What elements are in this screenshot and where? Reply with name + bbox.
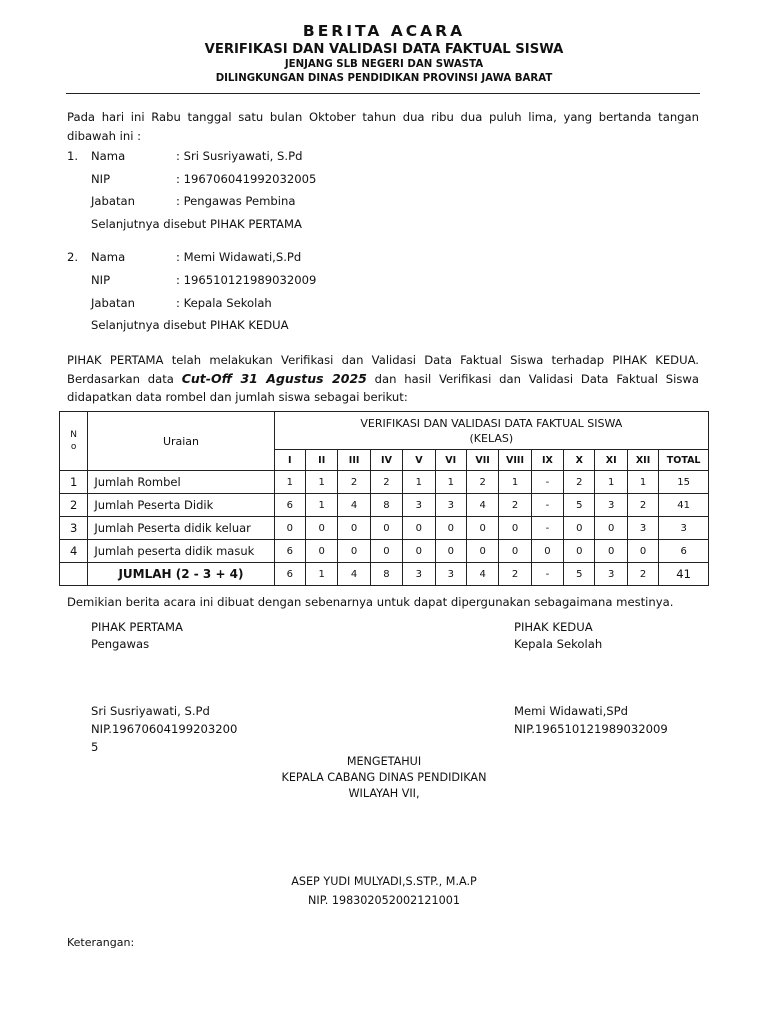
group-header-title: VERIFIKASI DAN VALIDASI DATA FAKTUAL SISWA — [360, 416, 623, 430]
class-column-header: VI — [435, 450, 466, 471]
sign-right-position: Kepala Sekolah — [514, 637, 603, 651]
acknowledge-nip: NIP. 198302052002121001 — [308, 894, 460, 907]
table-cell: 0 — [403, 517, 435, 540]
table-cell: 3 — [403, 494, 435, 517]
total-row-number — [60, 563, 88, 586]
table-cell: 2 — [499, 494, 531, 517]
party1-name-value: : Sri Susriyawati, S.Pd — [176, 149, 303, 163]
table-cell: 3 — [627, 517, 658, 540]
total-cell: 4 — [338, 563, 370, 586]
body-line-2 — [67, 370, 699, 389]
table-cell: 0 — [338, 517, 370, 540]
party1-alias: Selanjutnya disebut PIHAK PERTAMA — [91, 217, 302, 231]
party2-jabatan-value: : Kepala Sekolah — [176, 296, 272, 310]
table-cell: 0 — [627, 540, 658, 563]
document-level: JENJANG SLB NEGERI DAN SWASTA — [284, 59, 484, 70]
no-header-1: N — [70, 430, 78, 440]
closing-statement: Demikian berita acara ini dibuat dengan sebenarnya untuk dapat dipergunakan sebagaimana mestinya. — [67, 595, 674, 609]
sign-left-nip: NIP.19670604199203200 — [91, 722, 238, 736]
table-cell: 0 — [564, 540, 595, 563]
row-number: 4 — [60, 540, 88, 563]
no-header — [60, 412, 88, 471]
total-row — [60, 563, 709, 586]
table-cell: 3 — [659, 517, 709, 540]
intro-line-2: dibawah ini : — [67, 128, 142, 143]
sign-left-name: Sri Susriyawati, S.Pd — [91, 704, 210, 718]
table-cell: 0 — [466, 540, 498, 563]
class-column-header: TOTAL — [659, 450, 709, 471]
row-uraian: Jumlah Peserta Didik — [88, 494, 274, 517]
party2-name-value: : Memi Widawati,S.Pd — [176, 250, 302, 264]
cutoff-date-emphasis: Cut-Off 31 Agustus 2025 — [181, 370, 367, 386]
class-column-header: XII — [627, 450, 658, 471]
class-column-header: I — [274, 450, 305, 471]
table-cell: 6 — [274, 494, 305, 517]
row-number: 2 — [60, 494, 88, 517]
total-cell: 3 — [435, 563, 466, 586]
body-line-1: PIHAK PERTAMA telah melakukan Verifikasi dan Validasi Data Faktual Siswa terhadap PIHAK KEDUA. — [67, 353, 699, 367]
party1-nip-label: NIP — [91, 172, 111, 186]
table-cell: 2 — [338, 471, 370, 494]
no-header-2: o — [70, 442, 77, 452]
class-column-header: IV — [370, 450, 402, 471]
table-cell: 5 — [564, 494, 595, 517]
body-line-3: didapatkan data rombel dan jumlah siswa sebagai berikut: — [67, 390, 408, 404]
group-header-kelas: (KELAS) — [469, 431, 514, 445]
acknowledge-region: WILAYAH VII, — [348, 787, 420, 800]
table-cell: - — [531, 517, 563, 540]
table-cell: 0 — [499, 517, 531, 540]
table-cell: - — [531, 471, 563, 494]
group-header — [274, 412, 708, 450]
table-cell: 2 — [564, 471, 595, 494]
table-body — [60, 471, 709, 586]
class-column-header: III — [338, 450, 370, 471]
table-cell: 0 — [403, 540, 435, 563]
party2-nip-label: NIP — [91, 273, 111, 287]
table-cell: 0 — [466, 517, 498, 540]
total-cell: 4 — [466, 563, 498, 586]
table-cell: 15 — [659, 471, 709, 494]
sign-right-role: PIHAK KEDUA — [514, 620, 593, 634]
sign-left-nip-wrap: 5 — [91, 740, 99, 754]
acknowledge-office: KEPALA CABANG DINAS PENDIDIKAN — [281, 771, 487, 784]
body-line-2-pre: Berdasarkan data — [67, 371, 182, 386]
document-subtitle: VERIFIKASI DAN VALIDASI DATA FAKTUAL SISWA — [204, 42, 564, 57]
sign-left-role: PIHAK PERTAMA — [91, 620, 183, 634]
total-cell: 5 — [564, 563, 595, 586]
acknowledge-heading: MENGETAHUI — [346, 755, 422, 768]
table-cell: 1 — [499, 471, 531, 494]
party1-jabatan-label: Jabatan — [91, 194, 135, 208]
total-cell: 3 — [595, 563, 627, 586]
table-cell: 0 — [564, 517, 595, 540]
uraian-header: Uraian — [88, 412, 274, 471]
table-cell: 1 — [435, 471, 466, 494]
total-cell: 8 — [370, 563, 402, 586]
table-cell: 1 — [306, 494, 338, 517]
table-cell: 4 — [338, 494, 370, 517]
party2-number: 2. — [67, 250, 79, 264]
total-cell: 3 — [403, 563, 435, 586]
intro-line-1: Pada hari ini Rabu tanggal satu bulan Oktober tahun dua ribu dua puluh lima, yang bertanda tangan — [67, 110, 699, 124]
total-row-label: JUMLAH (2 - 3 + 4) — [88, 563, 274, 586]
party1-number: 1. — [67, 149, 79, 163]
table-cell: 8 — [370, 494, 402, 517]
table-cell: 1 — [627, 471, 658, 494]
table-cell: 0 — [274, 517, 305, 540]
table-cell: 2 — [466, 471, 498, 494]
table-cell: 6 — [659, 540, 709, 563]
sign-left-position: Pengawas — [91, 637, 150, 651]
table-cell: - — [531, 494, 563, 517]
row-number: 1 — [60, 471, 88, 494]
party1-name-label: Nama — [91, 149, 126, 163]
document-title: BERITA ACARA — [302, 22, 466, 40]
table-row — [60, 540, 709, 563]
intro-paragraph — [67, 108, 699, 145]
table-cell: 1 — [595, 471, 627, 494]
class-column-header: V — [403, 450, 435, 471]
table-cell: 0 — [435, 540, 466, 563]
verification-table — [59, 411, 709, 586]
class-column-header: VIII — [499, 450, 531, 471]
table-cell: 0 — [370, 540, 402, 563]
class-column-header: II — [306, 450, 338, 471]
sign-right-name: Memi Widawati,SPd — [514, 704, 628, 718]
row-number: 3 — [60, 517, 88, 540]
party2-name-label: Nama — [91, 250, 126, 264]
party2-nip-value: : 196510121989032009 — [176, 273, 317, 287]
table-cell: 1 — [274, 471, 305, 494]
table-cell: 0 — [306, 540, 338, 563]
row-uraian: Jumlah Peserta didik keluar — [88, 517, 274, 540]
table-cell: 2 — [370, 471, 402, 494]
table-cell: 0 — [338, 540, 370, 563]
table-cell: 1 — [403, 471, 435, 494]
sign-right-nip: NIP.196510121989032009 — [514, 722, 668, 736]
class-column-header: VII — [466, 450, 498, 471]
party2-jabatan-label: Jabatan — [91, 296, 135, 310]
row-uraian: Jumlah peserta didik masuk — [88, 540, 274, 563]
table-row — [60, 517, 709, 540]
table-cell: 6 — [274, 540, 305, 563]
total-cell: - — [531, 563, 563, 586]
total-cell: 2 — [499, 563, 531, 586]
total-cell: 2 — [627, 563, 658, 586]
keterangan-label: Keterangan: — [67, 936, 135, 949]
table-cell: 4 — [466, 494, 498, 517]
document-agency: DILINGKUNGAN DINAS PENDIDIKAN PROVINSI JAWA BARAT — [215, 73, 553, 84]
table-cell: 3 — [435, 494, 466, 517]
header-divider — [66, 93, 700, 94]
table-row — [60, 494, 709, 517]
party1-nip-value: : 196706041992032005 — [176, 172, 317, 186]
table-cell: 0 — [595, 517, 627, 540]
class-column-header: IX — [531, 450, 563, 471]
row-uraian: Jumlah Rombel — [88, 471, 274, 494]
party2-alias: Selanjutnya disebut PIHAK KEDUA — [91, 318, 289, 332]
body-paragraph — [67, 351, 699, 407]
party1-jabatan-value: : Pengawas Pembina — [176, 194, 296, 208]
table-cell: 3 — [595, 494, 627, 517]
acknowledge-name: ASEP YUDI MULYADI,S.STP., M.A.P — [291, 875, 477, 888]
class-column-header: X — [564, 450, 595, 471]
table-cell: 0 — [499, 540, 531, 563]
table-cell: 0 — [595, 540, 627, 563]
total-cell: 41 — [659, 563, 709, 586]
table-cell: 0 — [531, 540, 563, 563]
table-cell: 2 — [627, 494, 658, 517]
table-cell: 0 — [435, 517, 466, 540]
total-cell: 1 — [306, 563, 338, 586]
class-column-header: XI — [595, 450, 627, 471]
table-cell: 41 — [659, 494, 709, 517]
total-cell: 6 — [274, 563, 305, 586]
table-cell: 1 — [306, 471, 338, 494]
table-cell: 0 — [306, 517, 338, 540]
table-cell: 0 — [370, 517, 402, 540]
body-line-2-post: dan hasil Verifikasi dan Validasi Data Faktual Siswa — [366, 371, 699, 386]
table-row — [60, 471, 709, 494]
